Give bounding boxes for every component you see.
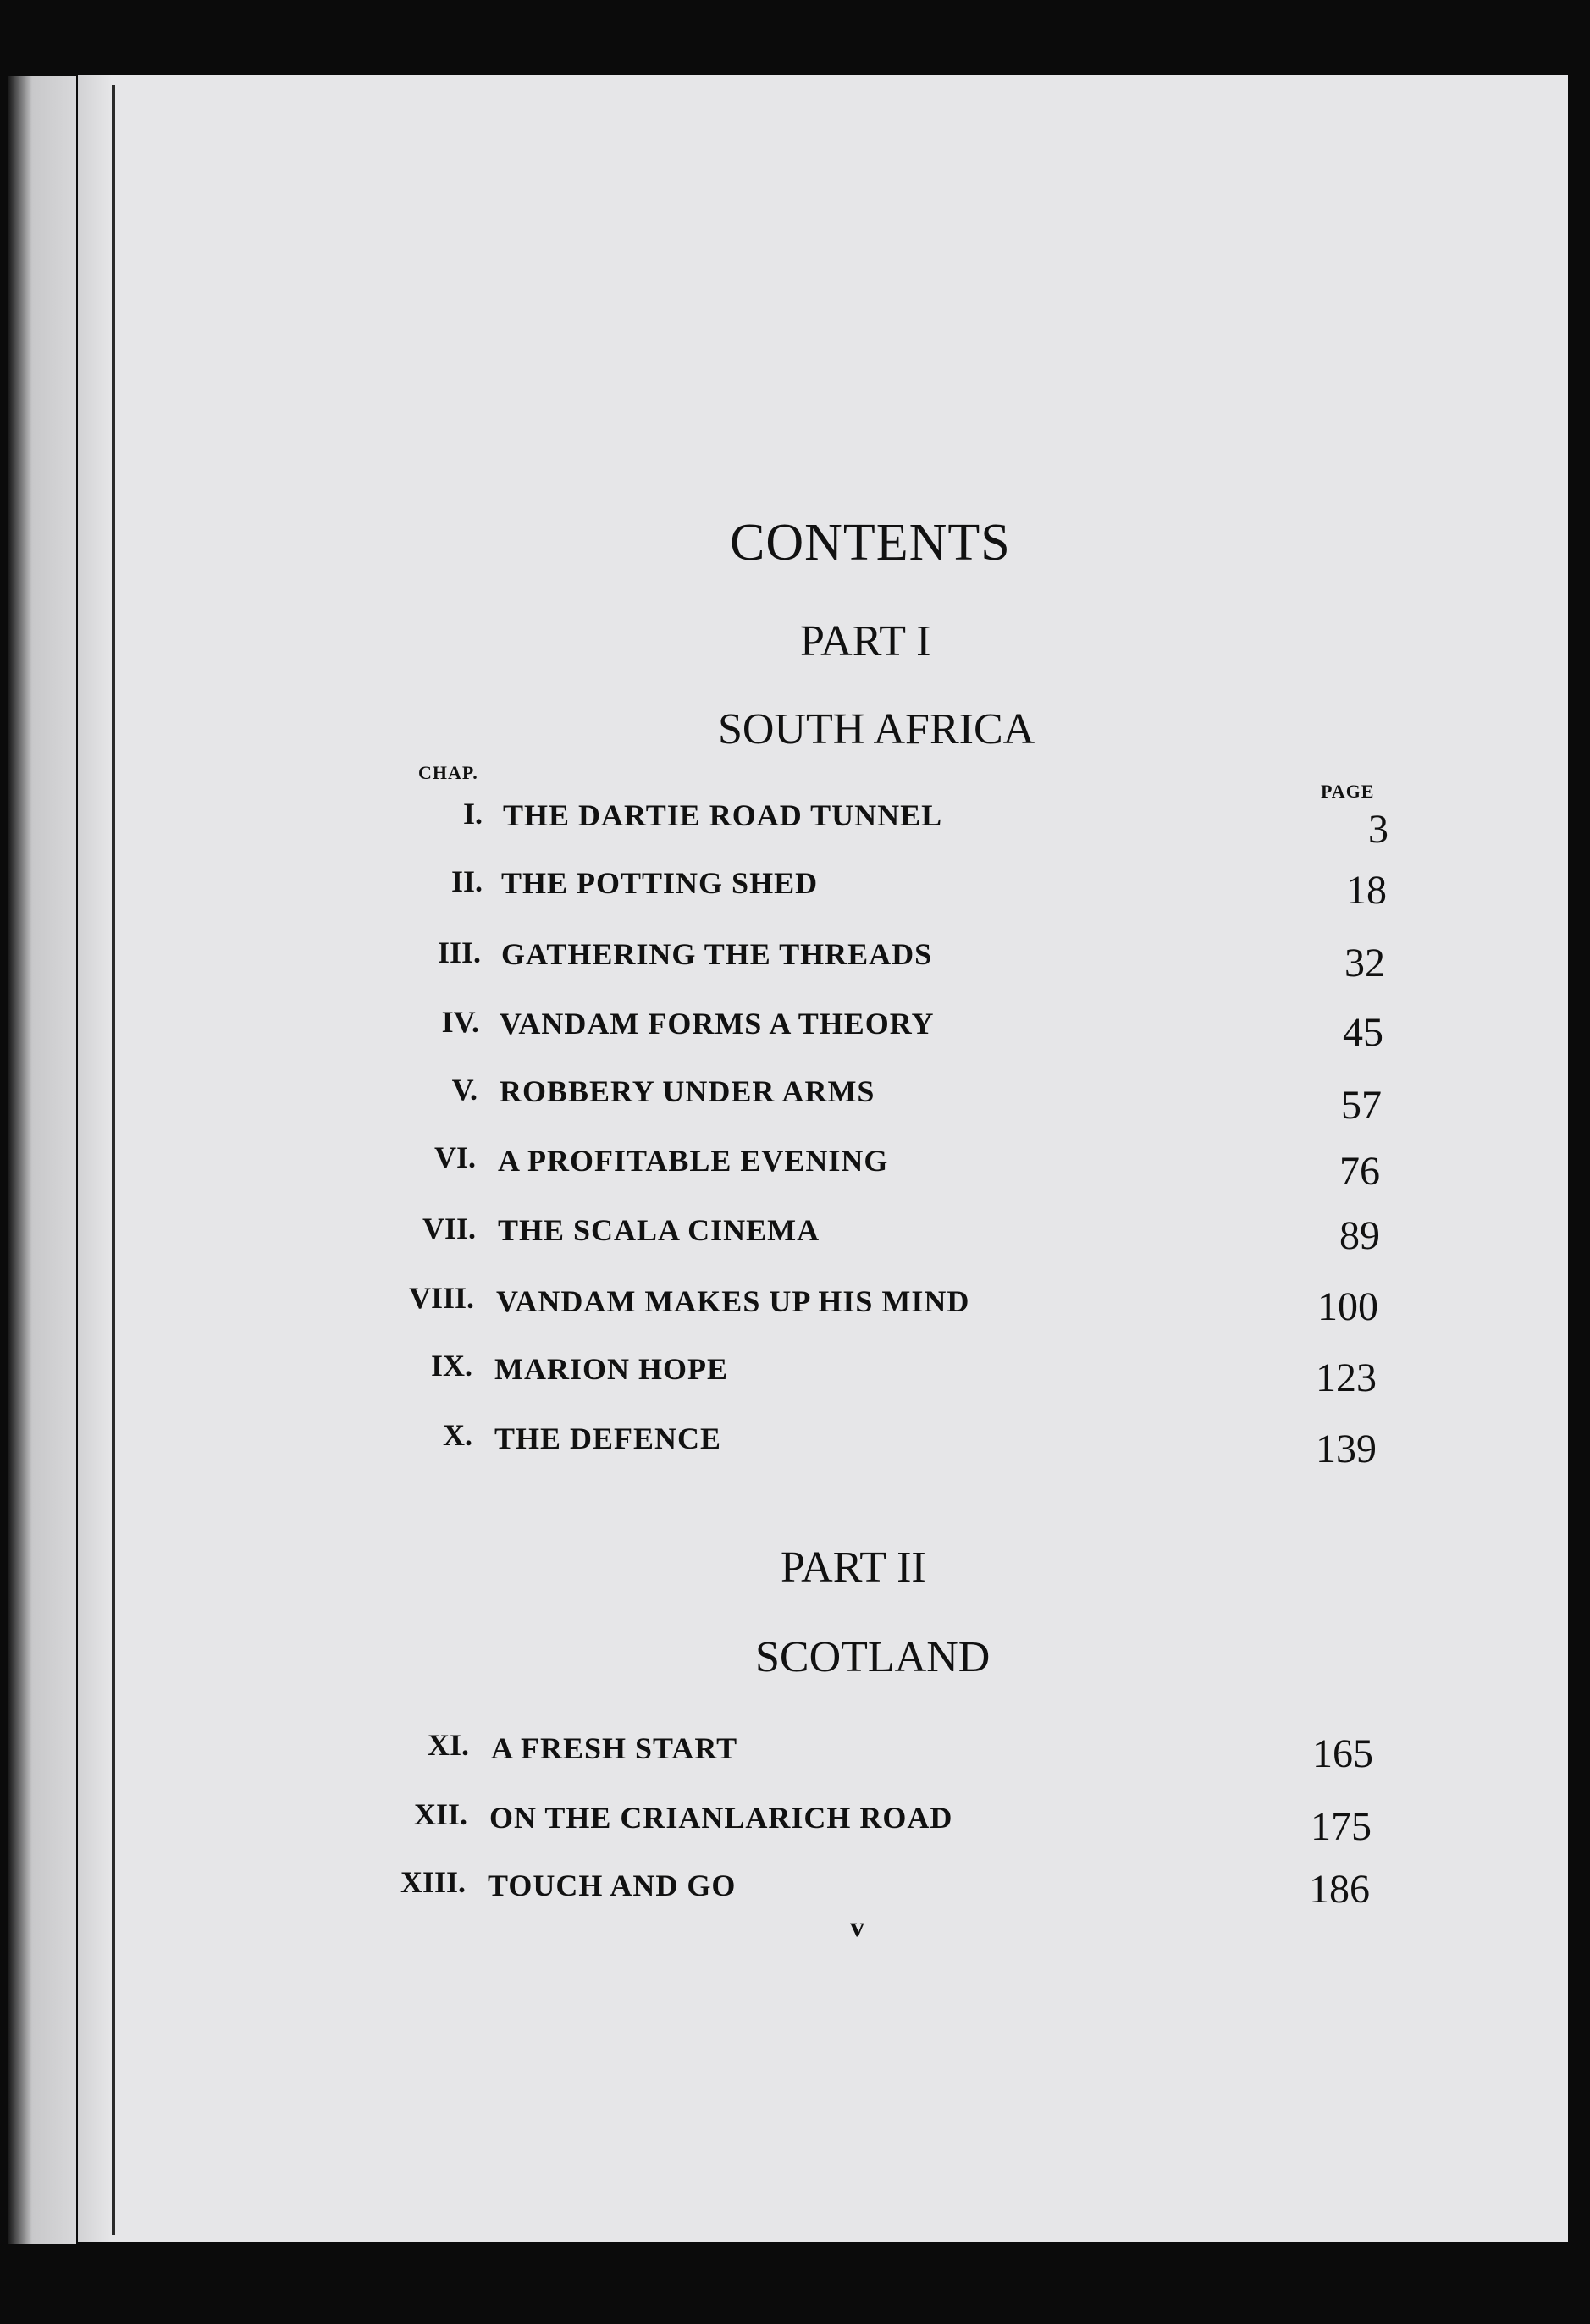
page-folio: v: [850, 1912, 864, 1943]
chapter-number: I.: [462, 797, 483, 831]
chap-column-label: CHAP.: [418, 762, 478, 783]
chapter-number: XI.: [427, 1728, 469, 1762]
chapter-title: A PROFITABLE EVENING: [498, 1144, 889, 1178]
chapter-number: III.: [437, 936, 481, 969]
chapter-number: X.: [443, 1418, 472, 1452]
chapter-title: THE DEFENCE: [494, 1421, 722, 1455]
chapter-title: MARION HOPE: [494, 1352, 728, 1386]
chapter-title: GATHERING THE THREADS: [501, 937, 933, 971]
part2-subtitle: SCOTLAND: [755, 1633, 991, 1681]
chapter-title: TOUCH AND GO: [488, 1869, 737, 1902]
chapter-number: IX.: [430, 1349, 472, 1383]
chapter-page: 139: [1316, 1427, 1377, 1471]
chapter-number: II.: [450, 864, 483, 898]
chapter-number: V.: [451, 1073, 478, 1107]
chapter-number: XII.: [413, 1797, 467, 1831]
chapter-number: XIII.: [400, 1865, 466, 1899]
chapter-number: IV.: [441, 1005, 479, 1039]
chapter-page: 186: [1309, 1867, 1370, 1912]
chapter-number: VIII.: [408, 1281, 474, 1315]
chapter-page: 123: [1316, 1355, 1377, 1400]
chapter-page: 89: [1339, 1213, 1380, 1258]
chapter-page: 76: [1339, 1149, 1380, 1194]
chapter-title: THE DARTIE ROAD TUNNEL: [503, 798, 943, 832]
chapter-page: 100: [1317, 1284, 1378, 1329]
part1-label: PART I: [800, 617, 931, 665]
contents-title: CONTENTS: [730, 514, 1011, 571]
part1-subtitle: SOUTH AFRICA: [718, 705, 1035, 754]
facing-page-edge: [8, 76, 76, 2244]
chapter-title: THE SCALA CINEMA: [498, 1213, 820, 1247]
chapter-page: 175: [1311, 1804, 1372, 1849]
chapter-title: A FRESH START: [491, 1731, 738, 1765]
chapter-title: ON THE CRIANLARICH ROAD: [489, 1801, 953, 1835]
chapter-page: 18: [1346, 868, 1387, 913]
chapter-number: VII.: [422, 1212, 476, 1245]
part2-label: PART II: [781, 1543, 926, 1592]
chapter-number: VI.: [433, 1140, 476, 1174]
chapter-title: THE POTTING SHED: [501, 866, 819, 900]
chapter-page: 32: [1344, 941, 1385, 985]
chapter-title: VANDAM FORMS A THEORY: [500, 1007, 935, 1041]
chapter-page: 165: [1312, 1731, 1373, 1776]
chapter-title: ROBBERY UNDER ARMS: [500, 1074, 875, 1108]
page-column-label: PAGE: [1321, 781, 1375, 802]
binding-line: [112, 85, 115, 2235]
chapter-page: 57: [1341, 1083, 1382, 1128]
chapter-page: 3: [1368, 807, 1388, 852]
chapter-page: 45: [1343, 1010, 1383, 1055]
chapter-title: VANDAM MAKES UP HIS MIND: [496, 1284, 970, 1318]
